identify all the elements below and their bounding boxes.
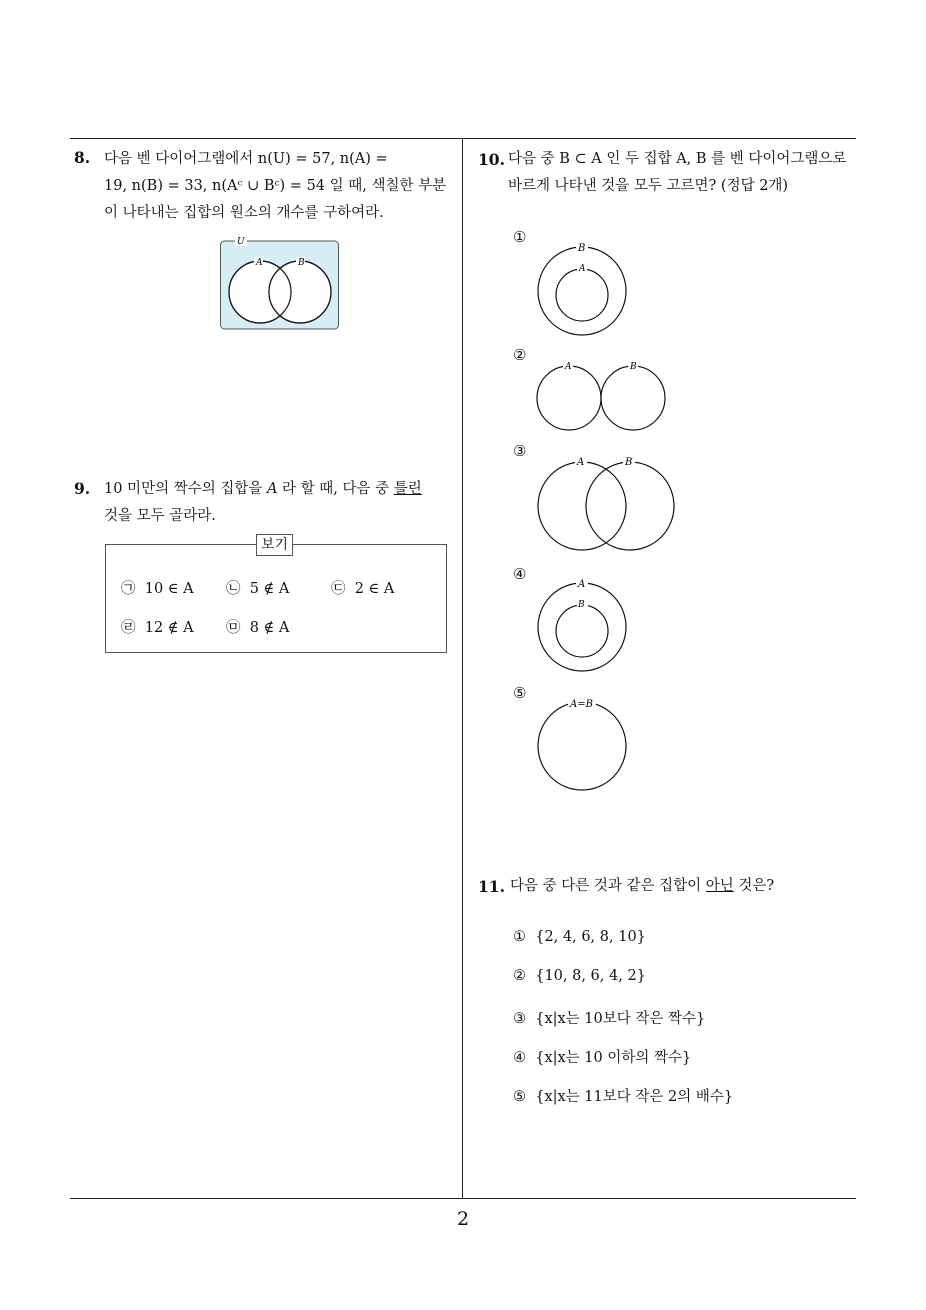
- answer-choice[interactable]: [513, 1007, 705, 1028]
- item-mark: ㉡: [226, 581, 241, 597]
- question-line: 19, n(B) = 33, n(Aᶜ ∪ Bᶜ) = 54 일 때, 색칠한 부분: [104, 178, 447, 194]
- venn-choice-4: [530, 576, 634, 672]
- set-b-label: B: [298, 258, 305, 268]
- item-mark: ㉢: [331, 581, 346, 597]
- question-text: [510, 873, 860, 900]
- text-fragment: 10 미만의 짝수의 집합을: [104, 481, 267, 497]
- bogi-title: 보기: [256, 534, 293, 556]
- item-text: 5 ∉ A: [249, 581, 290, 597]
- choice-mark[interactable]: ③: [513, 442, 527, 460]
- bogi-item: [121, 616, 194, 637]
- item-mark: ㉤: [226, 620, 241, 636]
- underlined-keyword: 아닌: [705, 878, 734, 894]
- question-line: 다음 중 B ⊂ A 인 두 집합 A, B 를 벤 다이어그램으로: [508, 151, 847, 167]
- text-fragment: 것은?: [733, 878, 775, 894]
- bogi-item: [226, 616, 289, 637]
- question-line: 이 나타내는 집합의 원소의 개수를 구하여라.: [104, 205, 384, 221]
- question-number: 9.: [74, 479, 91, 498]
- venn-choice-2: [530, 360, 670, 432]
- inner-label: A: [579, 264, 586, 274]
- set-b-label: B: [630, 362, 637, 372]
- choice-text: {10, 8, 6, 4, 2}: [535, 968, 646, 984]
- bogi-item: [121, 577, 194, 598]
- venn-choice-3: [530, 454, 680, 554]
- answer-choice[interactable]: [513, 968, 646, 984]
- bottom-rule: [70, 1198, 856, 1199]
- set-symbol: A: [266, 481, 278, 497]
- choice-mark[interactable]: ⑤: [513, 684, 527, 702]
- question-number: 10.: [478, 150, 505, 169]
- answer-choice[interactable]: [513, 1085, 733, 1106]
- set-b-circle: [601, 366, 665, 430]
- choice-mark: ④: [513, 1050, 526, 1066]
- outer-label: A: [578, 579, 586, 590]
- question-text: [104, 476, 456, 530]
- inner-label: B: [578, 600, 585, 610]
- choice-mark[interactable]: ①: [513, 228, 527, 246]
- text-fragment: 라 할 때, 다음 중: [277, 481, 394, 497]
- set-a-label: A: [256, 258, 263, 268]
- bogi-item: [226, 577, 289, 598]
- venn-diagram: [219, 236, 341, 332]
- choice-mark[interactable]: ④: [513, 565, 527, 583]
- item-text: 8 ∉ A: [249, 620, 290, 636]
- choice-mark: ②: [513, 968, 526, 984]
- choice-text: {2, 4, 6, 8, 10}: [535, 929, 646, 945]
- choice-text: {x|x는 10보다 작은 짝수}: [535, 1011, 706, 1027]
- question-line: 다음 벤 다이어그램에서 n(U) = 57, n(A) =: [104, 151, 388, 167]
- item-text: 10 ∈ A: [144, 581, 194, 597]
- question-number: 8.: [74, 148, 91, 167]
- set-b-circle: [586, 462, 674, 550]
- choice-mark: ⑤: [513, 1089, 526, 1105]
- question-line: 바르게 나타낸 것을 모두 고르면? (정답 2개): [508, 178, 789, 194]
- choice-mark: ③: [513, 1011, 526, 1027]
- inner-circle: [556, 605, 608, 657]
- answer-choice[interactable]: [513, 929, 646, 945]
- choice-mark[interactable]: ②: [513, 346, 527, 364]
- outer-circle: [538, 583, 626, 671]
- set-a-circle: [538, 462, 626, 550]
- set-b-label: B: [625, 457, 633, 468]
- item-text: 12 ∉ A: [144, 620, 194, 636]
- inner-circle: [556, 269, 608, 321]
- item-text: 2 ∈ A: [354, 581, 395, 597]
- bogi-item: [331, 577, 394, 598]
- answer-choice[interactable]: [513, 1046, 691, 1067]
- universe-label: U: [237, 237, 245, 247]
- equal-set-label: A=B: [570, 699, 593, 710]
- choice-text: {x|x는 11보다 작은 2의 배수}: [535, 1089, 734, 1105]
- question-text: [508, 146, 858, 200]
- question-text: [104, 146, 456, 227]
- item-mark: ㉠: [121, 581, 136, 597]
- set-a-circle: [537, 366, 601, 430]
- choice-mark: ①: [513, 929, 526, 945]
- question-line: 것을 모두 골라라.: [104, 508, 216, 524]
- choice-text: {x|x는 10 이하의 짝수}: [535, 1050, 692, 1066]
- underlined-keyword: 틀린: [393, 481, 422, 497]
- outer-label: B: [578, 243, 586, 254]
- item-mark: ㉣: [121, 620, 136, 636]
- set-a-label: A: [565, 362, 572, 372]
- page-number: 2: [456, 1208, 470, 1230]
- question-number: 11.: [478, 877, 505, 896]
- top-rule: [70, 138, 856, 139]
- outer-circle: [538, 247, 626, 335]
- venn-choice-5: [530, 696, 634, 792]
- column-divider: [462, 139, 463, 1198]
- equal-set-circle: [538, 702, 626, 790]
- set-a-label: A: [577, 457, 585, 468]
- venn-choice-1: [530, 240, 634, 336]
- text-fragment: 다음 중 다른 것과 같은 집합이: [510, 878, 706, 894]
